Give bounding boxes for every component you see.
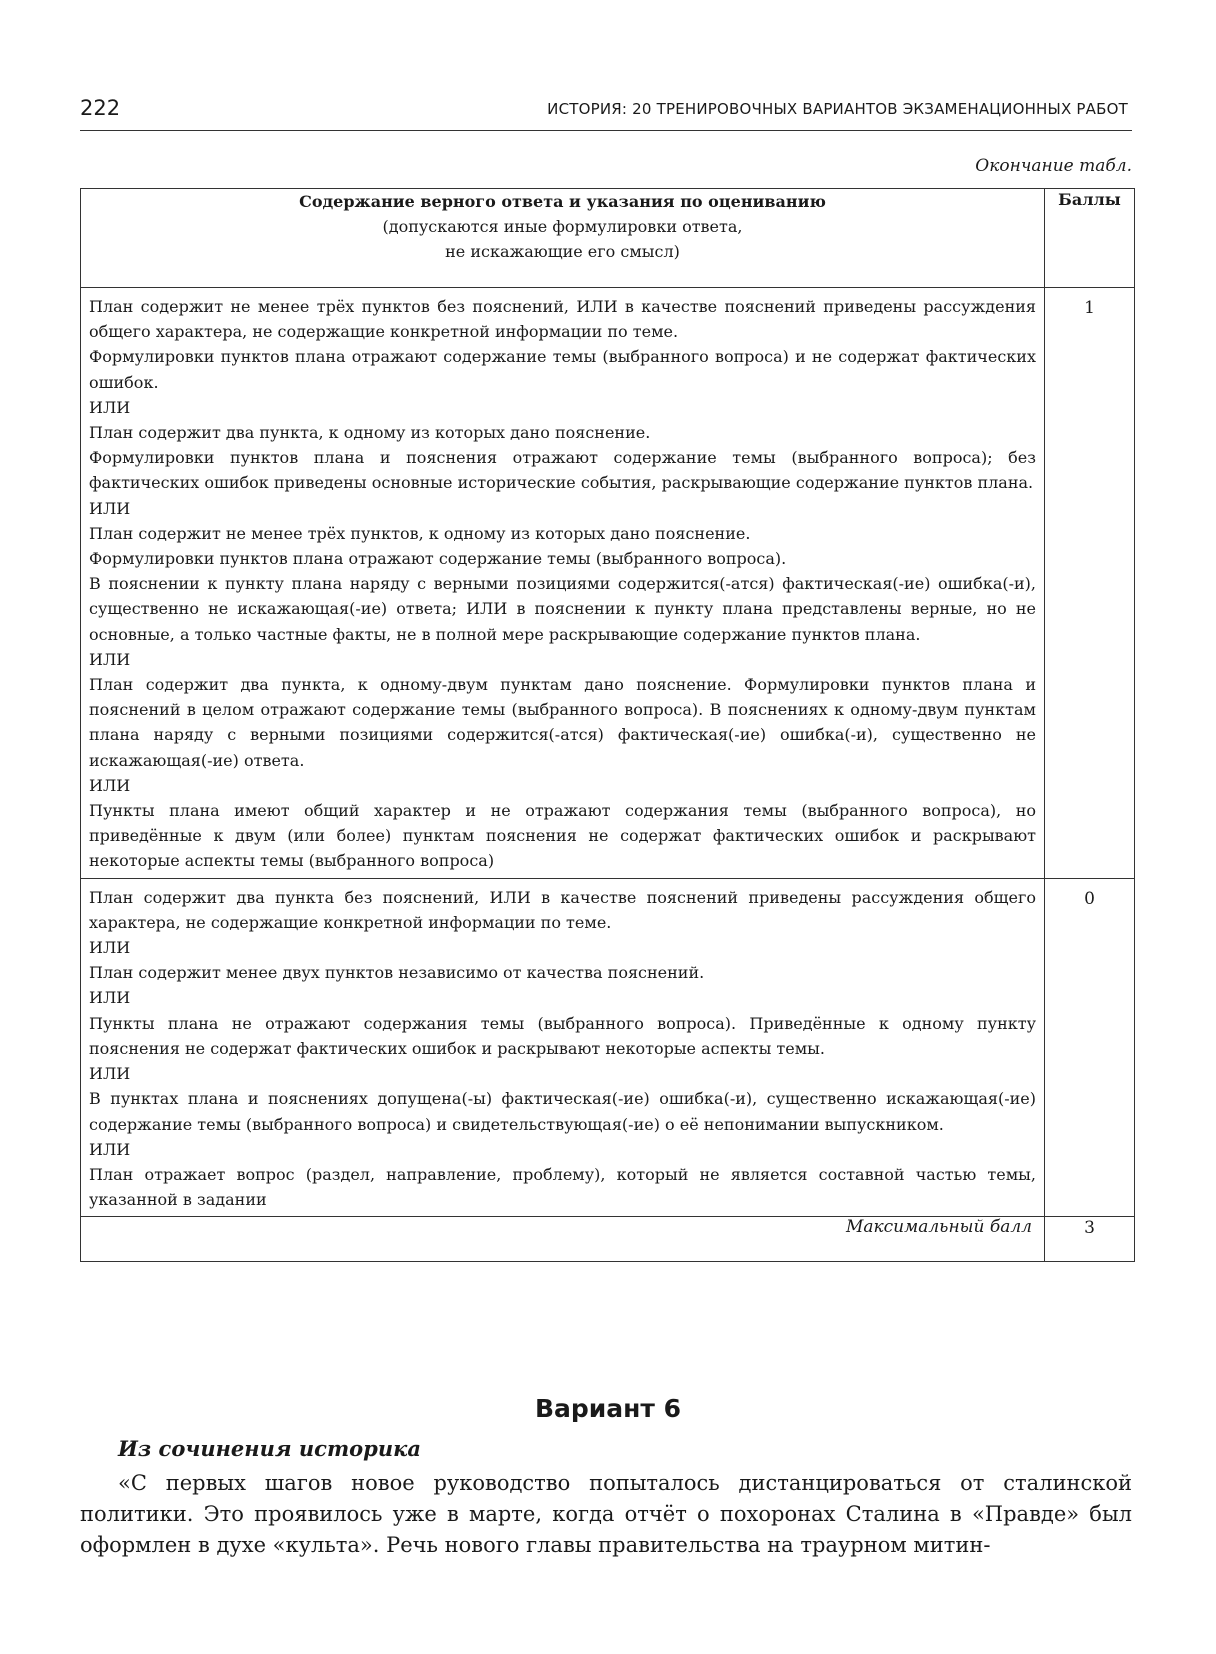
criteria-line: Пункты плана не отражают содержания темы (выбранного вопроса). Приведённые к одному пункту пояснения не содержат фактических ошибок и раскрывают некоторые аспекты темы. (89, 1013, 1036, 1058)
score-cell-0: 0 (1045, 878, 1135, 1217)
scoring-table (80, 188, 1135, 1262)
criteria-line: Формулировки пунктов плана отражают содержание темы (выбранного вопроса). (89, 549, 787, 569)
criteria-or: ИЛИ (89, 1064, 131, 1084)
criteria-or: ИЛИ (89, 649, 131, 669)
header-criteria-cell (81, 189, 1045, 288)
criteria-line: План содержит не менее трёх пунктов, к одному из которых дано пояснение. (89, 523, 751, 543)
criteria-or: ИЛИ (89, 397, 131, 417)
header-score-cell: Баллы (1045, 189, 1135, 288)
page-header (80, 92, 1132, 131)
variant-title: Вариант 6 (534, 1394, 682, 1423)
criteria-line: В пояснении к пункту плана наряду с верными позициями содержится(-атся) фактическая(-ие) ошибка(-и), существенно не искажающая(-ие) ответа; ИЛИ в пояснении к пункту плана представлены верные, но не основные, а только частные факты, не в полной мере раскрывающие содержание пунктов плана. (89, 574, 1036, 644)
criteria-line: План содержит не менее трёх пунктов без пояснений, ИЛИ в качестве пояснений приведены рассуждения общего характера, не содержащие конкретной информации по теме. (89, 297, 1036, 342)
header-note-line-2: не искажающие его смысл) (445, 242, 680, 261)
table-row-max (81, 1217, 1135, 1262)
criteria-cell-1 (81, 288, 1045, 879)
criteria-line: В пунктах плана и пояснениях допущена(-ы) фактическая(-ие) ошибка(-и), существенно искажающая(-ие) содержание темы (выбранного вопроса) и свидетельствующая(-ие) о её непонимании выпускником. (89, 1089, 1036, 1134)
header-criteria-title: Содержание верного ответа и указания по оцениванию (299, 192, 826, 211)
table-caption: Окончание табл. (975, 156, 1132, 176)
table-row (81, 288, 1135, 879)
max-score-value: 3 (1045, 1217, 1135, 1262)
criteria-line: План содержит два пункта без пояснений, ИЛИ в качестве пояснений приведены рассуждения общего характера, не содержащие конкретной информации по теме. (89, 887, 1036, 932)
score-cell-1: 1 (1045, 288, 1135, 879)
criteria-line: Формулировки пунктов плана отражают содержание темы (выбранного вопроса) и не содержат фактических ошибок. (89, 347, 1036, 392)
criteria-line: План содержит два пункта, к одному-двум пунктам дано пояснение. Формулировки пунктов плана и пояснений в целом отражают содержание темы (выбранного вопроса). В пояснениях к одному-двум пунктам плана наряду с верными позициями содержится(-атся) фактическая(-ие) ошибка(-и), существенно не искажающая(-ие) ответа. (89, 675, 1036, 770)
criteria-line: План содержит менее двух пунктов независимо от качества пояснений. (89, 963, 705, 983)
header-note-line-1: (допускаются иные формулировки ответа, (382, 217, 743, 236)
page-number: 222 (80, 96, 121, 120)
criteria-line: План отражает вопрос (раздел, направление, проблему), который не является составной частью темы, указанной в задании (89, 1164, 1036, 1210)
criteria-line: Пункты плана имеют общий характер и не отражают содержания темы (выбранного вопроса), но приведённые к двум (или более) пунктам пояснения не содержат фактических ошибок и раскрывают некоторые аспекты темы (выбранного вопроса) (89, 801, 1036, 871)
max-score-label: Максимальный балл (81, 1217, 1045, 1262)
source-subheading: Из сочинения историка (118, 1436, 421, 1461)
criteria-cell-0 (81, 878, 1045, 1217)
criteria-line: План содержит два пункта, к одному из которых дано пояснение. (89, 423, 651, 443)
criteria-or: ИЛИ (89, 498, 131, 518)
criteria-line: Формулировки пунктов плана и пояснения отражают содержание темы (выбранного вопроса); без фактических ошибок приведены основные исторические события, раскрывающие содержание пунктов плана. (89, 448, 1036, 493)
table-row (81, 878, 1135, 1217)
criteria-or: ИЛИ (89, 988, 131, 1008)
criteria-or: ИЛИ (89, 775, 131, 795)
criteria-or: ИЛИ (89, 938, 131, 958)
criteria-or: ИЛИ (89, 1139, 131, 1159)
running-title: ИСТОРИЯ: 20 ТРЕНИРОВОЧНЫХ ВАРИАНТОВ ЭКЗАМЕНАЦИОННЫХ РАБОТ (547, 100, 1128, 118)
table-header-row (81, 189, 1135, 288)
quote-paragraph: «С первых шагов новое руководство попыталось дистанцироваться от сталинской политики. Это проявилось уже в марте, когда отчёт о похоронах Сталина в «Правде» был оформлен в духе «культа». Речь нового главы правительства на траурном митин- (80, 1471, 1132, 1557)
